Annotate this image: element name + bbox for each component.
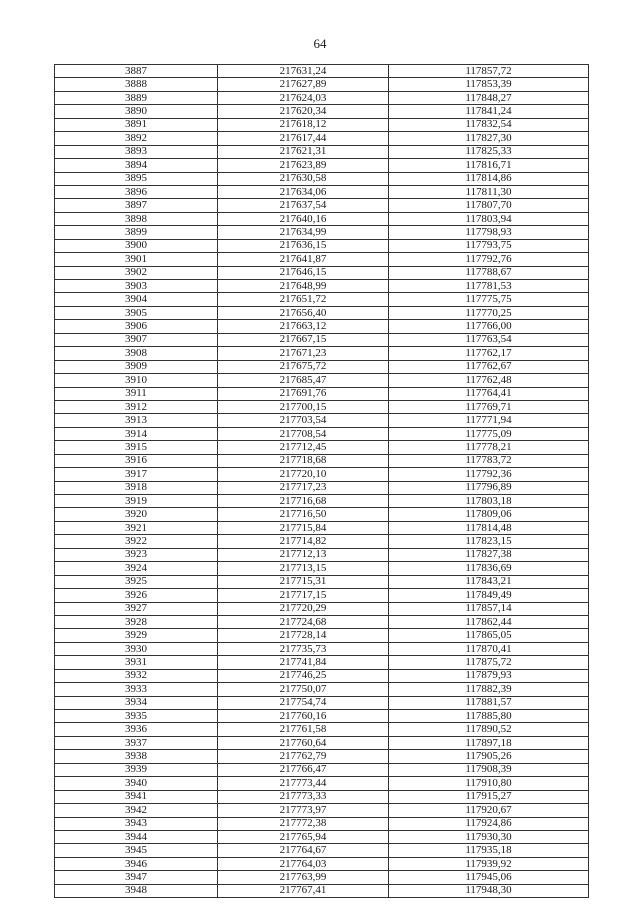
y-coordinate-cell: 117948,30 <box>389 884 589 897</box>
point-number-cell: 3926 <box>55 589 218 602</box>
x-coordinate-cell: 217641,87 <box>218 253 389 266</box>
y-coordinate-cell: 117769,71 <box>389 400 589 413</box>
point-number-cell: 3902 <box>55 266 218 279</box>
y-coordinate-cell: 117809,06 <box>389 508 589 521</box>
point-number-cell: 3932 <box>55 669 218 682</box>
y-coordinate-cell: 117807,70 <box>389 199 589 212</box>
x-coordinate-cell: 217708,54 <box>218 427 389 440</box>
table-row <box>55 374 589 387</box>
point-number-cell: 3908 <box>55 347 218 360</box>
table-row <box>55 669 589 682</box>
x-coordinate-cell: 217716,68 <box>218 495 389 508</box>
y-coordinate-cell: 117827,30 <box>389 132 589 145</box>
point-number-cell: 3944 <box>55 830 218 843</box>
table-row <box>55 306 589 319</box>
y-coordinate-cell: 117823,15 <box>389 535 589 548</box>
y-coordinate-cell: 117814,48 <box>389 521 589 534</box>
y-coordinate-cell: 117811,30 <box>389 185 589 198</box>
table-row <box>55 562 589 575</box>
point-number-cell: 3915 <box>55 441 218 454</box>
x-coordinate-cell: 217765,94 <box>218 830 389 843</box>
table-row <box>55 91 589 104</box>
table-row <box>55 253 589 266</box>
point-number-cell: 3898 <box>55 212 218 225</box>
table-row <box>55 575 589 588</box>
table-row <box>55 414 589 427</box>
point-number-cell: 3910 <box>55 374 218 387</box>
table-row <box>55 78 589 91</box>
x-coordinate-cell: 217728,14 <box>218 629 389 642</box>
y-coordinate-cell: 117792,76 <box>389 253 589 266</box>
point-number-cell: 3941 <box>55 790 218 803</box>
x-coordinate-cell: 217623,89 <box>218 159 389 172</box>
x-coordinate-cell: 217667,15 <box>218 333 389 346</box>
table-row <box>55 602 589 615</box>
y-coordinate-cell: 117905,26 <box>389 750 589 763</box>
x-coordinate-cell: 217621,31 <box>218 145 389 158</box>
x-coordinate-cell: 217656,40 <box>218 306 389 319</box>
x-coordinate-cell: 217712,45 <box>218 441 389 454</box>
x-coordinate-cell: 217618,12 <box>218 118 389 131</box>
y-coordinate-cell: 117879,93 <box>389 669 589 682</box>
y-coordinate-cell: 117848,27 <box>389 91 589 104</box>
table-row <box>55 212 589 225</box>
table-row <box>55 400 589 413</box>
table-row <box>55 481 589 494</box>
x-coordinate-cell: 217741,84 <box>218 656 389 669</box>
x-coordinate-cell: 217716,50 <box>218 508 389 521</box>
point-number-cell: 3916 <box>55 454 218 467</box>
x-coordinate-cell: 217762,79 <box>218 750 389 763</box>
y-coordinate-cell: 117770,25 <box>389 306 589 319</box>
x-coordinate-cell: 217648,99 <box>218 280 389 293</box>
y-coordinate-cell: 117857,14 <box>389 602 589 615</box>
point-number-cell: 3894 <box>55 159 218 172</box>
coordinates-table-body <box>55 65 589 898</box>
point-number-cell: 3904 <box>55 293 218 306</box>
x-coordinate-cell: 217620,34 <box>218 105 389 118</box>
table-row <box>55 642 589 655</box>
y-coordinate-cell: 117939,92 <box>389 857 589 870</box>
point-number-cell: 3889 <box>55 91 218 104</box>
y-coordinate-cell: 117827,38 <box>389 548 589 561</box>
table-row <box>55 548 589 561</box>
table-row <box>55 844 589 857</box>
y-coordinate-cell: 117792,36 <box>389 468 589 481</box>
table-row <box>55 293 589 306</box>
y-coordinate-cell: 117793,75 <box>389 239 589 252</box>
point-number-cell: 3906 <box>55 320 218 333</box>
point-number-cell: 3893 <box>55 145 218 158</box>
x-coordinate-cell: 217627,89 <box>218 78 389 91</box>
x-coordinate-cell: 217646,15 <box>218 266 389 279</box>
x-coordinate-cell: 217720,10 <box>218 468 389 481</box>
table-row <box>55 495 589 508</box>
y-coordinate-cell: 117924,86 <box>389 817 589 830</box>
y-coordinate-cell: 117771,94 <box>389 414 589 427</box>
y-coordinate-cell: 117814,86 <box>389 172 589 185</box>
x-coordinate-cell: 217767,41 <box>218 884 389 897</box>
table-row <box>55 185 589 198</box>
x-coordinate-cell: 217712,13 <box>218 548 389 561</box>
point-number-cell: 3888 <box>55 78 218 91</box>
x-coordinate-cell: 217746,25 <box>218 669 389 682</box>
point-number-cell: 3923 <box>55 548 218 561</box>
point-number-cell: 3925 <box>55 575 218 588</box>
point-number-cell: 3935 <box>55 710 218 723</box>
table-row <box>55 589 589 602</box>
y-coordinate-cell: 117890,52 <box>389 723 589 736</box>
table-row <box>55 723 589 736</box>
point-number-cell: 3903 <box>55 280 218 293</box>
x-coordinate-cell: 217773,97 <box>218 804 389 817</box>
y-coordinate-cell: 117762,67 <box>389 360 589 373</box>
x-coordinate-cell: 217685,47 <box>218 374 389 387</box>
y-coordinate-cell: 117798,93 <box>389 226 589 239</box>
table-row <box>55 763 589 776</box>
y-coordinate-cell: 117843,21 <box>389 575 589 588</box>
x-coordinate-cell: 217735,73 <box>218 642 389 655</box>
point-number-cell: 3943 <box>55 817 218 830</box>
point-number-cell: 3909 <box>55 360 218 373</box>
x-coordinate-cell: 217651,72 <box>218 293 389 306</box>
point-number-cell: 3929 <box>55 629 218 642</box>
point-number-cell: 3931 <box>55 656 218 669</box>
y-coordinate-cell: 117762,17 <box>389 347 589 360</box>
y-coordinate-cell: 117762,48 <box>389 374 589 387</box>
table-row <box>55 239 589 252</box>
point-number-cell: 3913 <box>55 414 218 427</box>
table-row <box>55 65 589 78</box>
table-row <box>55 857 589 870</box>
x-coordinate-cell: 217617,44 <box>218 132 389 145</box>
point-number-cell: 3930 <box>55 642 218 655</box>
table-row <box>55 360 589 373</box>
y-coordinate-cell: 117870,41 <box>389 642 589 655</box>
point-number-cell: 3948 <box>55 884 218 897</box>
table-row <box>55 830 589 843</box>
table-row <box>55 105 589 118</box>
x-coordinate-cell: 217717,15 <box>218 589 389 602</box>
point-number-cell: 3938 <box>55 750 218 763</box>
x-coordinate-cell: 217634,99 <box>218 226 389 239</box>
point-number-cell: 3912 <box>55 400 218 413</box>
table-row <box>55 521 589 534</box>
x-coordinate-cell: 217720,29 <box>218 602 389 615</box>
point-number-cell: 3899 <box>55 226 218 239</box>
point-number-cell: 3897 <box>55 199 218 212</box>
y-coordinate-cell: 117775,75 <box>389 293 589 306</box>
y-coordinate-cell: 117897,18 <box>389 736 589 749</box>
table-row <box>55 145 589 158</box>
table-row <box>55 817 589 830</box>
x-coordinate-cell: 217772,38 <box>218 817 389 830</box>
y-coordinate-cell: 117832,54 <box>389 118 589 131</box>
point-number-cell: 3918 <box>55 481 218 494</box>
table-row <box>55 508 589 521</box>
table-row <box>55 683 589 696</box>
point-number-cell: 3936 <box>55 723 218 736</box>
y-coordinate-cell: 117910,80 <box>389 777 589 790</box>
y-coordinate-cell: 117816,71 <box>389 159 589 172</box>
y-coordinate-cell: 117803,18 <box>389 495 589 508</box>
y-coordinate-cell: 117908,39 <box>389 763 589 776</box>
table-row <box>55 333 589 346</box>
y-coordinate-cell: 117825,33 <box>389 145 589 158</box>
table-row <box>55 884 589 897</box>
table-row <box>55 118 589 131</box>
x-coordinate-cell: 217718,68 <box>218 454 389 467</box>
y-coordinate-cell: 117778,21 <box>389 441 589 454</box>
x-coordinate-cell: 217773,44 <box>218 777 389 790</box>
table-row <box>55 226 589 239</box>
point-number-cell: 3896 <box>55 185 218 198</box>
point-number-cell: 3905 <box>55 306 218 319</box>
x-coordinate-cell: 217760,64 <box>218 736 389 749</box>
x-coordinate-cell: 217724,68 <box>218 615 389 628</box>
y-coordinate-cell: 117788,67 <box>389 266 589 279</box>
point-number-cell: 3891 <box>55 118 218 131</box>
point-number-cell: 3927 <box>55 602 218 615</box>
x-coordinate-cell: 217773,33 <box>218 790 389 803</box>
y-coordinate-cell: 117775,09 <box>389 427 589 440</box>
x-coordinate-cell: 217766,47 <box>218 763 389 776</box>
x-coordinate-cell: 217713,15 <box>218 562 389 575</box>
table-row <box>55 172 589 185</box>
y-coordinate-cell: 117853,39 <box>389 78 589 91</box>
table-row <box>55 266 589 279</box>
x-coordinate-cell: 217763,99 <box>218 871 389 884</box>
point-number-cell: 3940 <box>55 777 218 790</box>
page-number: 64 <box>313 36 327 51</box>
table-row <box>55 199 589 212</box>
y-coordinate-cell: 117881,57 <box>389 696 589 709</box>
table-row <box>55 441 589 454</box>
x-coordinate-cell: 217703,54 <box>218 414 389 427</box>
point-number-cell: 3946 <box>55 857 218 870</box>
point-number-cell: 3947 <box>55 871 218 884</box>
x-coordinate-cell: 217634,06 <box>218 185 389 198</box>
table-row <box>55 132 589 145</box>
coordinates-table <box>54 64 589 898</box>
point-number-cell: 3945 <box>55 844 218 857</box>
y-coordinate-cell: 117862,44 <box>389 615 589 628</box>
y-coordinate-cell: 117857,72 <box>389 65 589 78</box>
point-number-cell: 3887 <box>55 65 218 78</box>
y-coordinate-cell: 117945,06 <box>389 871 589 884</box>
x-coordinate-cell: 217750,07 <box>218 683 389 696</box>
table-row <box>55 750 589 763</box>
point-number-cell: 3920 <box>55 508 218 521</box>
table-row <box>55 387 589 400</box>
x-coordinate-cell: 217624,03 <box>218 91 389 104</box>
point-number-cell: 3939 <box>55 763 218 776</box>
point-number-cell: 3928 <box>55 615 218 628</box>
point-number-cell: 3934 <box>55 696 218 709</box>
point-number-cell: 3933 <box>55 683 218 696</box>
point-number-cell: 3890 <box>55 105 218 118</box>
point-number-cell: 3900 <box>55 239 218 252</box>
table-row <box>55 790 589 803</box>
point-number-cell: 3919 <box>55 495 218 508</box>
x-coordinate-cell: 217715,31 <box>218 575 389 588</box>
point-number-cell: 3917 <box>55 468 218 481</box>
table-row <box>55 696 589 709</box>
y-coordinate-cell: 117764,41 <box>389 387 589 400</box>
y-coordinate-cell: 117885,80 <box>389 710 589 723</box>
y-coordinate-cell: 117935,18 <box>389 844 589 857</box>
table-row <box>55 454 589 467</box>
x-coordinate-cell: 217636,15 <box>218 239 389 252</box>
point-number-cell: 3924 <box>55 562 218 575</box>
x-coordinate-cell: 217760,16 <box>218 710 389 723</box>
y-coordinate-cell: 117796,89 <box>389 481 589 494</box>
y-coordinate-cell: 117865,05 <box>389 629 589 642</box>
point-number-cell: 3892 <box>55 132 218 145</box>
x-coordinate-cell: 217675,72 <box>218 360 389 373</box>
table-row <box>55 159 589 172</box>
x-coordinate-cell: 217637,54 <box>218 199 389 212</box>
table-row <box>55 468 589 481</box>
y-coordinate-cell: 117930,30 <box>389 830 589 843</box>
y-coordinate-cell: 117781,53 <box>389 280 589 293</box>
point-number-cell: 3914 <box>55 427 218 440</box>
y-coordinate-cell: 117783,72 <box>389 454 589 467</box>
x-coordinate-cell: 217663,12 <box>218 320 389 333</box>
point-number-cell: 3895 <box>55 172 218 185</box>
y-coordinate-cell: 117836,69 <box>389 562 589 575</box>
table-row <box>55 871 589 884</box>
y-coordinate-cell: 117849,49 <box>389 589 589 602</box>
table-row <box>55 615 589 628</box>
point-number-cell: 3921 <box>55 521 218 534</box>
point-number-cell: 3907 <box>55 333 218 346</box>
point-number-cell: 3937 <box>55 736 218 749</box>
x-coordinate-cell: 217754,74 <box>218 696 389 709</box>
table-row <box>55 804 589 817</box>
y-coordinate-cell: 117841,24 <box>389 105 589 118</box>
x-coordinate-cell: 217631,24 <box>218 65 389 78</box>
point-number-cell: 3942 <box>55 804 218 817</box>
table-row <box>55 736 589 749</box>
x-coordinate-cell: 217764,67 <box>218 844 389 857</box>
y-coordinate-cell: 117882,39 <box>389 683 589 696</box>
x-coordinate-cell: 217671,23 <box>218 347 389 360</box>
y-coordinate-cell: 117875,72 <box>389 656 589 669</box>
y-coordinate-cell: 117920,67 <box>389 804 589 817</box>
point-number-cell: 3922 <box>55 535 218 548</box>
table-row <box>55 347 589 360</box>
x-coordinate-cell: 217715,84 <box>218 521 389 534</box>
table-row <box>55 535 589 548</box>
point-number-cell: 3901 <box>55 253 218 266</box>
x-coordinate-cell: 217691,76 <box>218 387 389 400</box>
x-coordinate-cell: 217717,23 <box>218 481 389 494</box>
x-coordinate-cell: 217761,58 <box>218 723 389 736</box>
y-coordinate-cell: 117803,94 <box>389 212 589 225</box>
table-row <box>55 320 589 333</box>
point-number-cell: 3911 <box>55 387 218 400</box>
y-coordinate-cell: 117763,54 <box>389 333 589 346</box>
table-row <box>55 629 589 642</box>
x-coordinate-cell: 217714,82 <box>218 535 389 548</box>
x-coordinate-cell: 217700,15 <box>218 400 389 413</box>
table-row <box>55 656 589 669</box>
x-coordinate-cell: 217764,03 <box>218 857 389 870</box>
table-row <box>55 427 589 440</box>
table-row <box>55 710 589 723</box>
table-row <box>55 777 589 790</box>
x-coordinate-cell: 217640,16 <box>218 212 389 225</box>
y-coordinate-cell: 117766,00 <box>389 320 589 333</box>
table-row <box>55 280 589 293</box>
x-coordinate-cell: 217630,58 <box>218 172 389 185</box>
y-coordinate-cell: 117915,27 <box>389 790 589 803</box>
